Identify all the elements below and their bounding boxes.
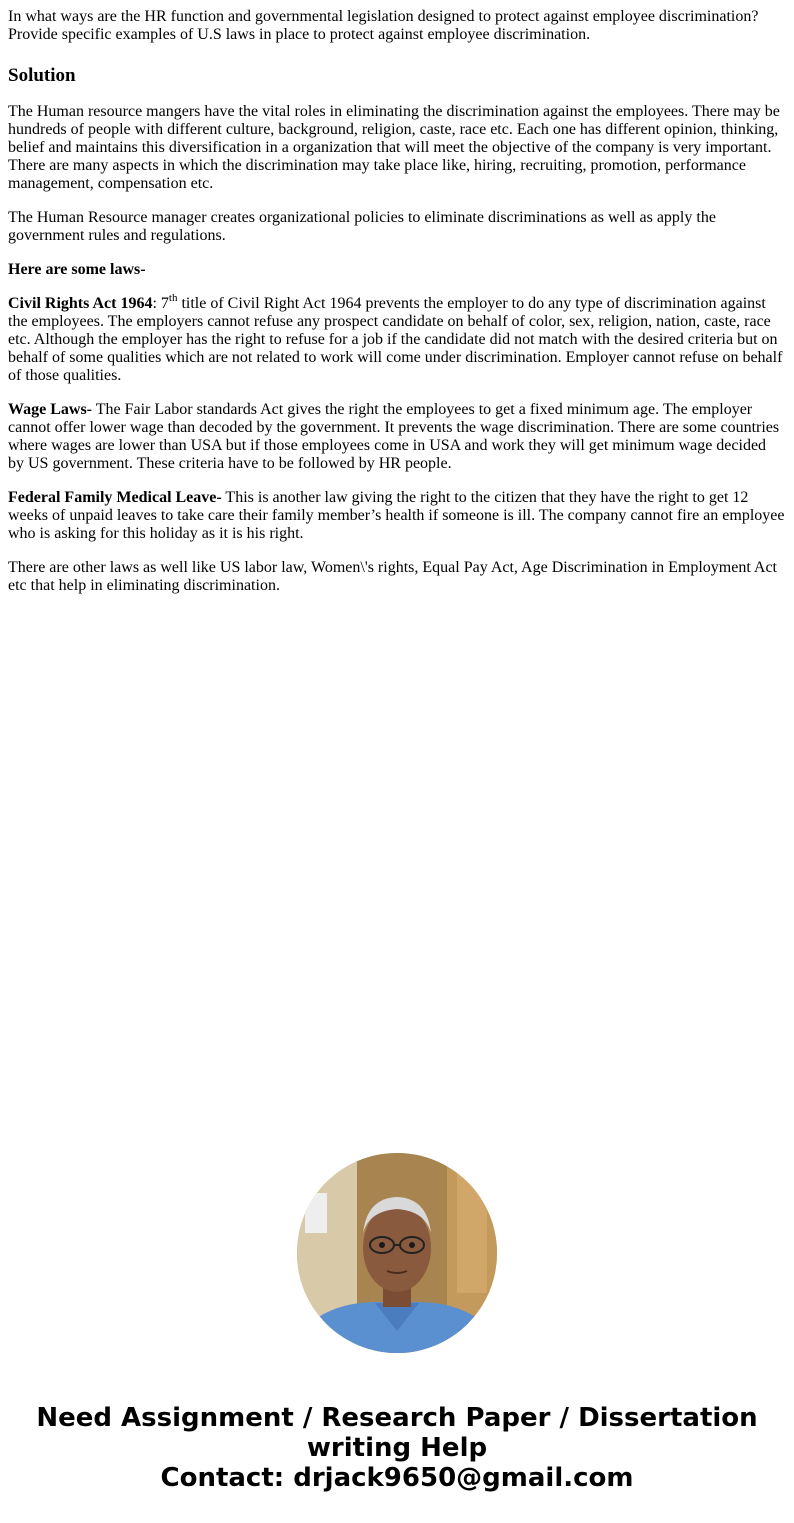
paragraph-civil-rights bbox=[8, 291, 786, 385]
author-avatar bbox=[297, 1153, 497, 1353]
civil-rights-title: Civil Rights Act 1964 bbox=[8, 295, 153, 312]
civil-rights-text: title of Civil Right Act 1964 prevents the employer to do any type of discrimination against the employees. The employers cannot refuse any prospect candidate on behalf of color, sex, religion, nation, caste, race etc. Although the employer has the right to refuse for a job if the candidate did not match with the desired criteria but on behalf of some qualities which are not related to work will come under discrimination. Employer cannot refuse on behalf of those qualities. bbox=[8, 295, 783, 384]
wage-laws-text: The Fair Labor standards Act gives the right the employees to get a fixed minimum age. The employer cannot offer lower wage than decoded by the government. It prevents the wage discrimination. There are some countries where wages are lower than USA but if those employees come in USA and work they will get minimum wage decided by US government. These criteria have to be followed by HR people. bbox=[8, 401, 780, 472]
paragraph-hr-policies: The Human Resource manager creates organizational policies to eliminate discriminations as well as apply the government rules and regulations. bbox=[8, 209, 716, 244]
question-text: In what ways are the HR function and governmental legislation designed to protect against employee discrimination? Provide specific examples of U.S laws in place to protect against employee discrimination. bbox=[8, 8, 759, 43]
fmla-text: This is another law giving the right to the citizen that they have the right to get 12 weeks of unpaid leaves to take care their family member’s health if someone is ill. The company cannot fire an employee who is asking for this holiday as it is his right. bbox=[8, 489, 785, 542]
wage-laws-title: Wage Laws- bbox=[8, 401, 92, 418]
laws-heading-text: Here are some laws- bbox=[8, 261, 146, 278]
solution-heading: Solution bbox=[8, 65, 76, 86]
paragraph-other-laws: There are other laws as well like US labor law, Women\'s rights, Equal Pay Act, Age Discrimination in Employment Act etc that help in eliminating discrimination. bbox=[8, 559, 777, 594]
cta-line-1: Need Assignment / Research Paper / Dissertation bbox=[36, 1403, 758, 1433]
avatar-portrait-image bbox=[297, 1153, 497, 1353]
laws-heading bbox=[8, 261, 786, 279]
civil-rights-sep: : 7 bbox=[152, 295, 169, 312]
paragraph-fmla bbox=[8, 489, 786, 543]
document-body bbox=[8, 8, 786, 595]
help-contact-banner bbox=[0, 1403, 794, 1493]
fmla-title: Federal Family Medical Leave- bbox=[8, 489, 222, 506]
paragraph-wage-laws bbox=[8, 401, 786, 473]
civil-rights-sup: th bbox=[168, 291, 178, 304]
paragraph-hr-roles: The Human resource mangers have the vital roles in eliminating the discrimination against the employees. There may be hundreds of people with different culture, background, religion, caste, race etc. Each one has different opinion, thinking, belief and maintains this diversification in a organization that will meet the objective of the company is very important. There are many aspects in which the discrimination may take place like, hiring, recruiting, promotion, performance management, compensation etc. bbox=[8, 103, 780, 192]
cta-contact-email: Contact: drjack9650@gmail.com bbox=[160, 1463, 634, 1493]
cta-line-2: writing Help bbox=[306, 1433, 488, 1463]
